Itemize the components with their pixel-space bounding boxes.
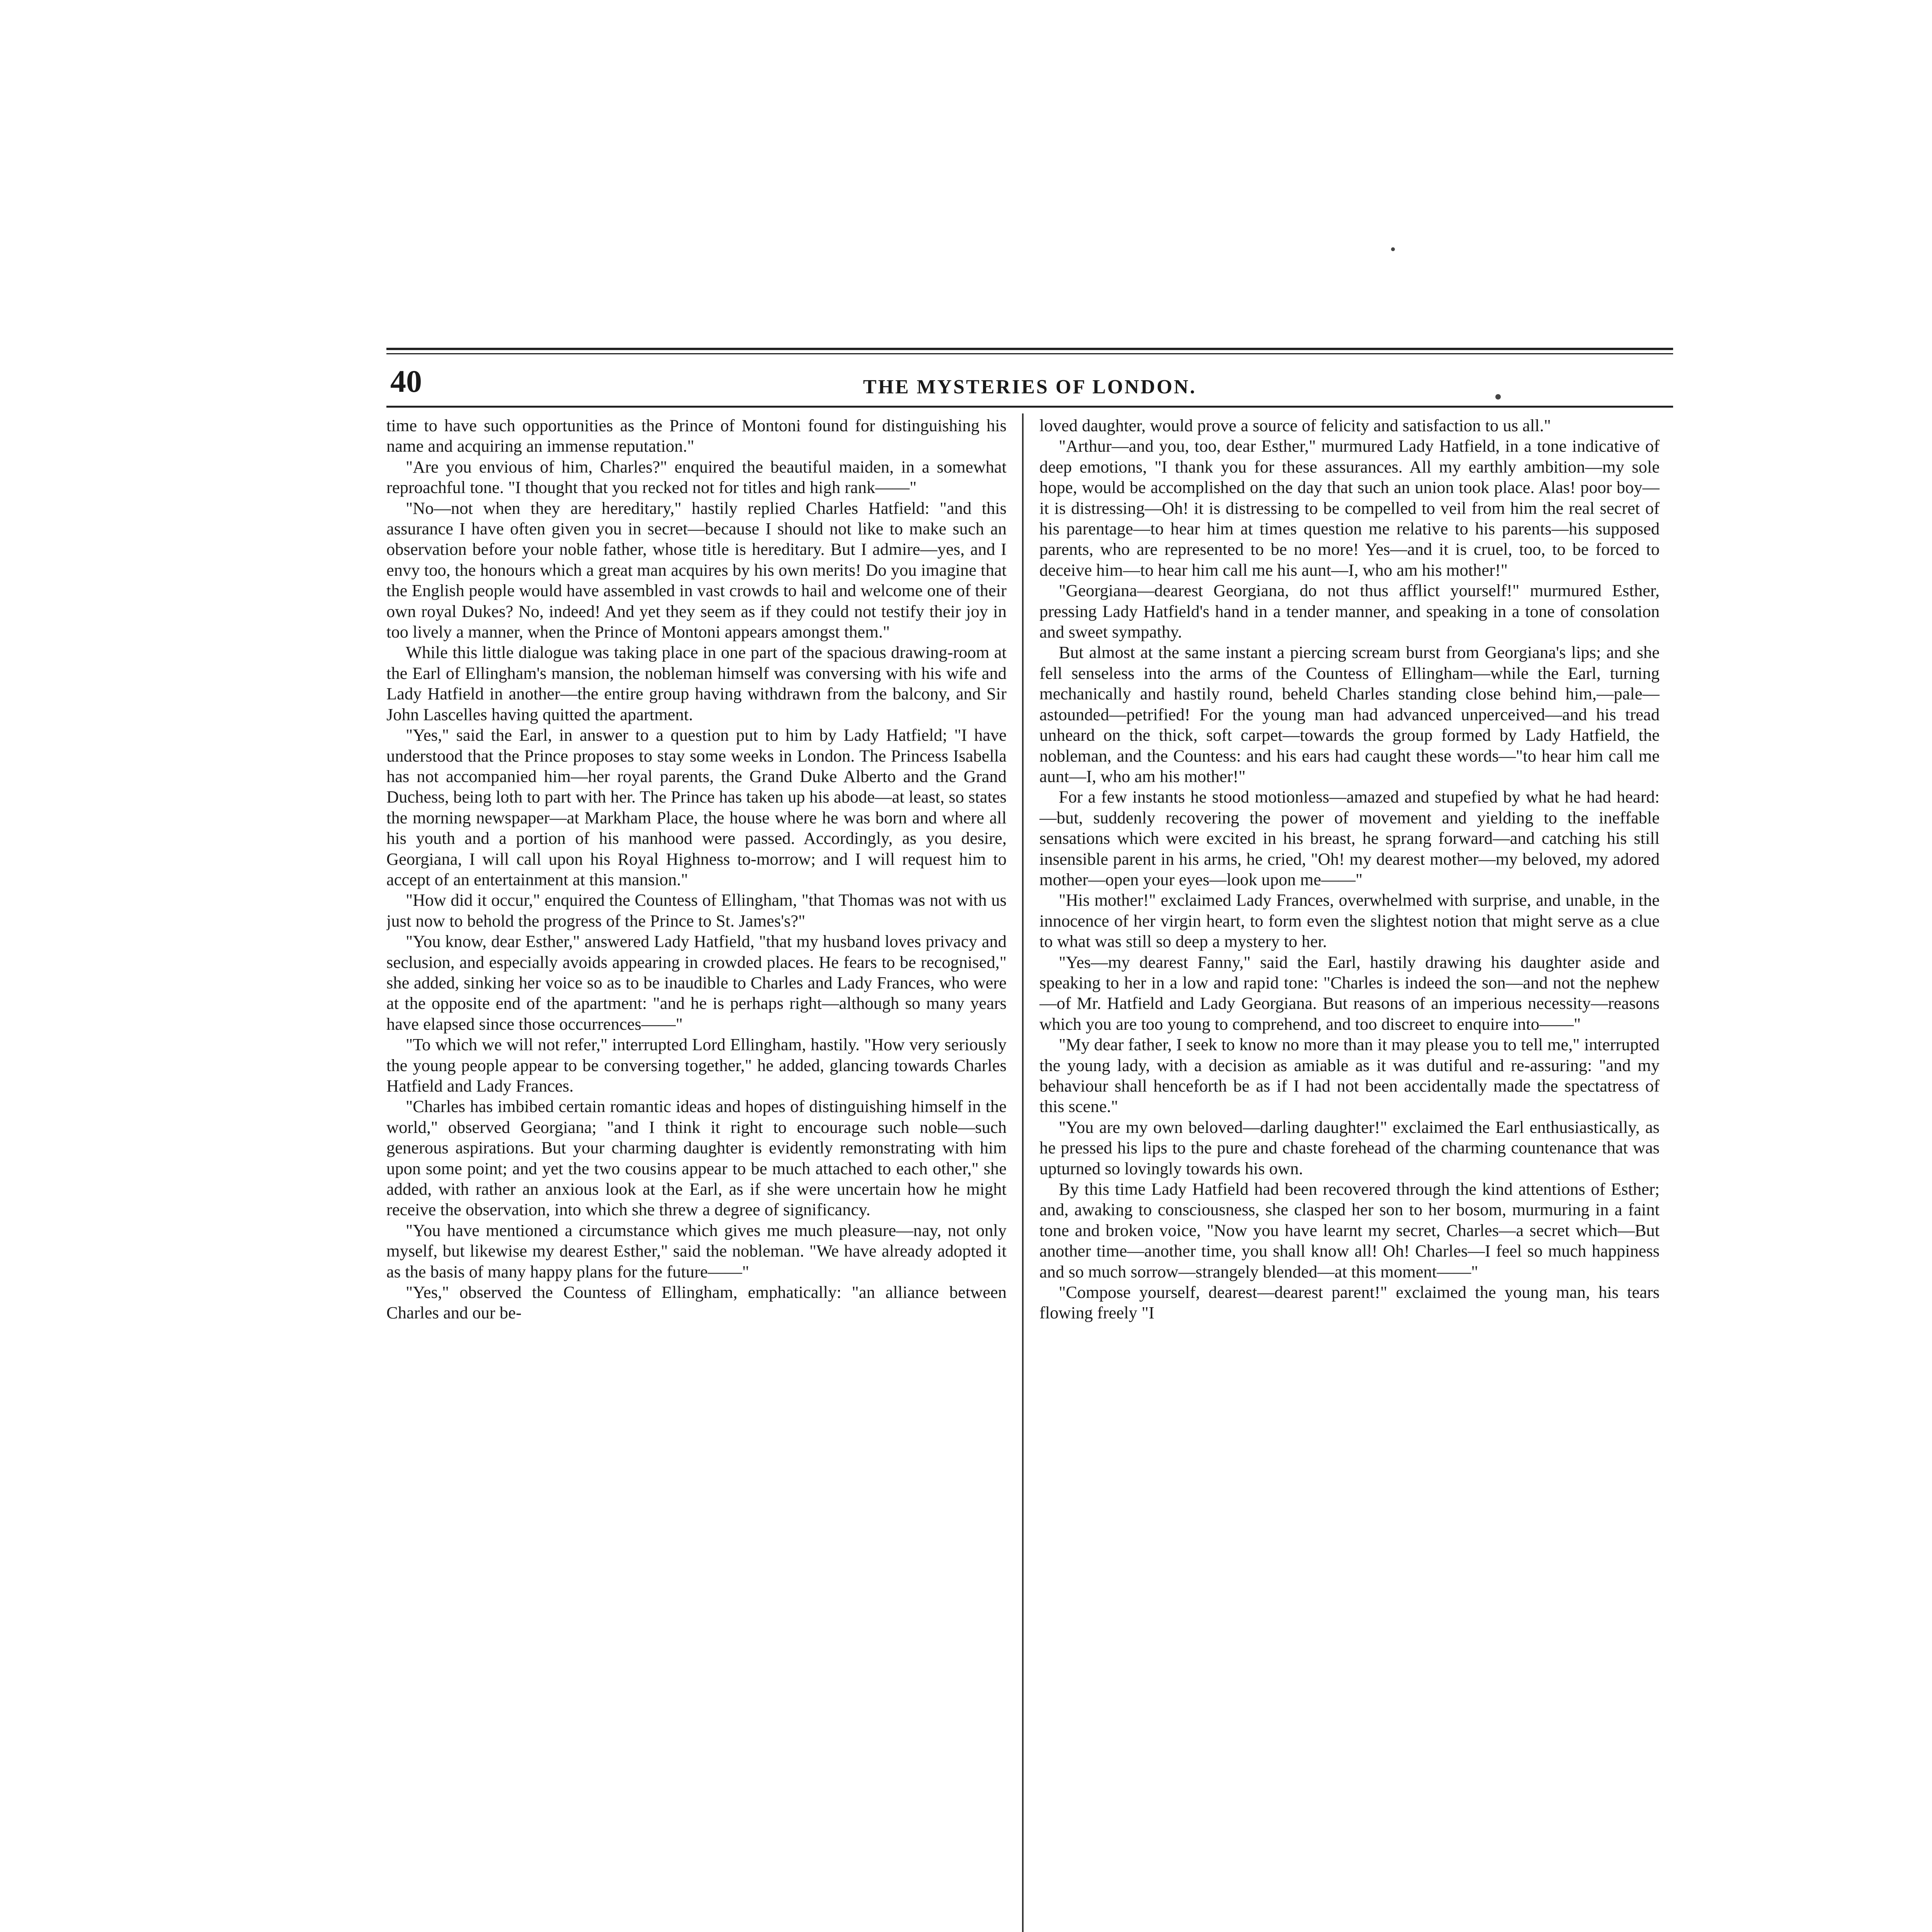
paragraph: "How did it occur," enquired the Countess of Ellingham, "that Thomas was not with us just now to behold the progress of the Prince to St. James's?"	[386, 890, 1007, 930]
paragraph: "Arthur—and you, too, dear Esther," murmured Lady Hatfield, in a tone indicative of deep emotions, "I thank you for these assurances. All my earthly ambition—my sole hope, would be accomplished on the day that such an union took place. Alas! poor boy—it is distressing—Oh! it is distressing to be compelled to veil from him the real secret of his parentage—to hear him at times question me relative to his parents—his supposed parents, who are represented to be no more! Yes—and it is cruel, too, to be forced to deceive him—to hear him call me his aunt—I, who am his mother!"	[1039, 436, 1660, 580]
paragraph: "Compose yourself, dearest—dearest parent!" exclaimed the young man, his tears flowing freely "I	[1039, 1282, 1660, 1323]
page	[386, 348, 1673, 1932]
top-rule-thin	[386, 353, 1673, 354]
left-column	[386, 415, 1007, 1932]
paragraph: But almost at the same instant a piercing scream burst from Georgiana's lips; and she fell senseless into the arms of the Countess of Ellingham—while the Earl, turning mechanically and hastily round, beheld Charles standing close behind him,—pale—astounded—petrified! For the young man had advanced unperceived—and his tread unheard on the thick, soft carpet—towards the group formed by Lady Hatfield, the nobleman, and the Countess: and his ears had caught these words—"to hear him call me aunt—I, who am his mother!"	[1039, 643, 1660, 786]
paragraph: time to have such opportunities as the Prince of Montoni found for distinguishing his name and acquiring an immense reputation."	[386, 416, 1007, 456]
paragraph: While this little dialogue was taking place in one part of the spacious drawing-room at the Earl of Ellingham's mansion, the nobleman himself was conversing with his wife and Lady Hatfield in another—the entire group having withdrawn from the balcony, and Sir John Lascelles having quitted the apartment.	[386, 643, 1007, 724]
running-head: THE MYSTERIES OF LONDON.	[863, 376, 1197, 398]
paragraph: "Yes," observed the Countess of Ellingham, emphatically: "an alliance between Charles and our be-	[386, 1282, 1007, 1323]
paragraph: "Charles has imbibed certain romantic ideas and hopes of distinguishing himself in the world," observed Georgiana; "and I think it right to encourage such noble—such generous aspirations. But your charming daughter is evidently remonstrating with him upon some point; and yet the two cousins appear to be much attached to each other," she added, with rather an anxious look at the Earl, as if she were uncertain how he might receive the observation, into which she threw a degree of significancy.	[386, 1097, 1007, 1219]
paragraph: "My dear father, I seek to know no more than it may please you to tell me," interrupted the young lady, with a decision as amiable as it was dutiful and re-assuring: "and my behaviour shall henceforth be as if I had not been accidentally made the spectatress of this scene."	[1039, 1035, 1660, 1116]
column-divider	[1022, 413, 1024, 1932]
header-rule	[386, 406, 1673, 408]
paragraph: "You have mentioned a circumstance which gives me much pleasure—nay, not only myself, but likewise my dearest Esther," said the nobleman. "We have already adopted it as the basis of many happy plans for the future——"	[386, 1220, 1007, 1281]
paragraph: loved daughter, would prove a source of felicity and satisfaction to us all."	[1039, 416, 1551, 435]
stray-dot	[1391, 247, 1395, 251]
paragraph: "You know, dear Esther," answered Lady Hatfield, "that my husband loves privacy and seclusion, and especially avoids appearing in crowded places. He fears to be recognised," she added, sinking her voice so as to be inaudible to Charles and Lady Frances, who were at the opposite end of the apartment: "and he is perhaps right—although so many years have elapsed since those occurrences——"	[386, 932, 1007, 1034]
paragraph: By this time Lady Hatfield had been recovered through the kind attentions of Esther; and, awaking to consciousness, she clasped her son to her bosom, murmuring in a faint tone and broken voice, "Now you have learnt my secret, Charles—a secret which—But another time—another time, you shall know all! Oh! Charles—I feel so much happiness and so much sorrow—strangely blended—at this moment——"	[1039, 1179, 1660, 1281]
paragraph: For a few instants he stood motionless—amazed and stupefied by what he had heard:—but, suddenly recovering the power of movement and yielding to the ineffable sensations which were excited in his breast, he sprang forward—and catching his still insensible parent in his arms, he cried, "Oh! my dearest mother—my beloved, my adored mother—open your eyes—look upon me——"	[1039, 787, 1660, 889]
paragraph: "Yes—my dearest Fanny," said the Earl, hastily drawing his daughter aside and speaking to her in a low and rapid tone: "Charles is indeed the son—and not the nephew—of Mr. Hatfield and Lady Georgiana. But reasons of an imperious necessity—reasons which you are too young to comprehend, and too discreet to enquire into——"	[1039, 952, 1660, 1034]
page-number: 40	[390, 364, 422, 399]
paragraph: "Yes," said the Earl, in answer to a question put to him by Lady Hatfield; "I have understood that the Prince proposes to stay some weeks in London. The Princess Isabella has not accompanied him—her royal parents, the Grand Duke Alberto and the Grand Duchess, being loth to part with her. The Prince has taken up his abode—at least, so states the morning newspaper—at Markham Place, the house where he was born and where all his youth and a portion of his manhood were passed. Accordingly, as you desire, Georgiana, I will call upon his Royal Highness to-morrow; and I will request him to accept of an entertainment at this mansion."	[386, 725, 1007, 889]
paragraph: "Are you envious of him, Charles?" enquired the beautiful maiden, in a somewhat reproachful tone. "I thought that you recked not for titles and high rank——"	[386, 457, 1007, 497]
paragraph: "No—not when they are hereditary," hastily replied Charles Hatfield: "and this assurance I have often given you in secret—because I should not like to make such an observation before your noble father, whose title is hereditary. But I admire—yes, and I envy too, the honours which a great man acquires by his own merits! Do you imagine that the English people would have assembled in vast crowds to hail and welcome one of their own royal Dukes? No, indeed! And yet they seem as if they could not testify their joy in too lively a manner, when the Prince of Montoni appears amongst them."	[386, 498, 1007, 642]
right-column	[1039, 415, 1660, 1932]
paragraph: "You are my own beloved—darling daughter!" exclaimed the Earl enthusiastically, as he pressed his lips to the pure and chaste forehead of the charming countenance that was upturned so lovingly towards his own.	[1039, 1117, 1660, 1178]
paragraph: "Georgiana—dearest Georgiana, do not thus afflict yourself!" murmured Esther, pressing Lady Hatfield's hand in a tender manner, and speaking in a tone of consolation and sweet sympathy.	[1039, 581, 1660, 642]
paragraph: "His mother!" exclaimed Lady Frances, overwhelmed with surprise, and unable, in the innocence of her virgin heart, to form even the slightest notion that might serve as a clue to what was still so deep a mystery to her.	[1039, 890, 1660, 951]
paragraph: "To which we will not refer," interrupted Lord Ellingham, hastily. "How very seriously the young people appear to be conversing together," he added, glancing towards Charles Hatfield and Lady Frances.	[386, 1035, 1007, 1095]
top-rule	[386, 348, 1673, 350]
